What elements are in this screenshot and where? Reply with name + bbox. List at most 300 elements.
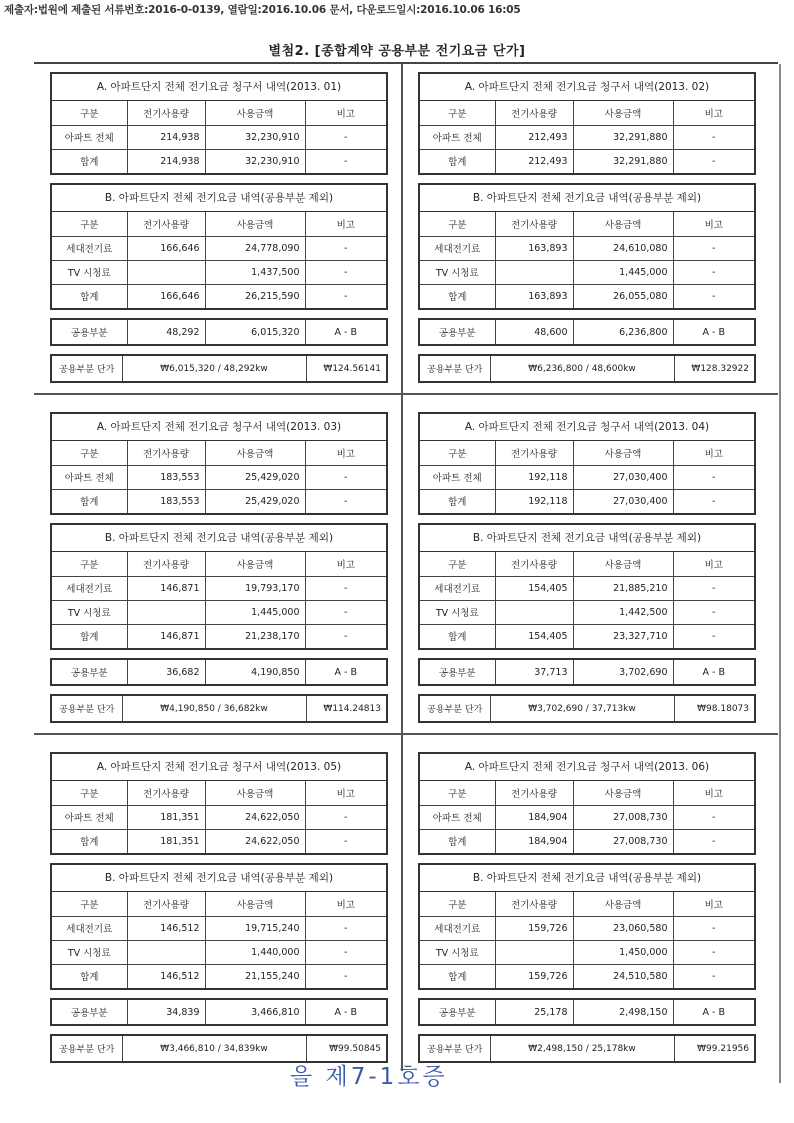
col-note-header: 비고 <box>305 212 386 236</box>
note-cell: - <box>305 805 386 829</box>
table-row <box>420 125 754 149</box>
col-usage-header: 전기사용량 <box>127 101 205 125</box>
table-row <box>52 576 386 600</box>
col-note-header: 비고 <box>305 441 386 465</box>
row-label: 합계 <box>420 149 495 173</box>
common-part-grid <box>420 320 754 344</box>
month-panel-3 <box>50 412 388 731</box>
amount-cell: 4,190,850 <box>205 660 305 684</box>
row-label: TV 시청료 <box>52 940 127 964</box>
table-b <box>50 863 388 990</box>
table-a-title: A. 아파트단지 전체 전기요금 청구서 내역(2013. 03) <box>52 414 386 441</box>
usage-cell: 181,351 <box>127 805 205 829</box>
unit-price-cell: ₩114.24813 <box>306 696 386 721</box>
unit-price-cell: ₩98.18073 <box>674 696 754 721</box>
usage-cell <box>127 600 205 624</box>
note-cell: A - B <box>673 660 754 684</box>
usage-cell: 159,726 <box>495 916 573 940</box>
table-row <box>52 805 386 829</box>
usage-cell: 192,118 <box>495 489 573 513</box>
center-divider <box>401 64 403 1071</box>
amount-cell: 2,498,150 <box>573 1000 673 1024</box>
table-a-title: A. 아파트단지 전체 전기요금 청구서 내역(2013. 02) <box>420 74 754 101</box>
table-b-title: B. 아파트단지 전체 전기요금 내역(공용부분 제외) <box>52 185 386 212</box>
table-a-grid <box>52 101 386 173</box>
table-header-row <box>420 892 754 916</box>
col-usage-header: 전기사용량 <box>495 781 573 805</box>
formula-cell: ₩6,236,800 / 48,600kw <box>490 356 674 381</box>
table-b-grid <box>52 212 386 308</box>
table-b <box>418 183 756 310</box>
table-a-grid <box>52 781 386 853</box>
note-cell: - <box>673 600 754 624</box>
row-label: 아파트 전체 <box>52 805 127 829</box>
table-b-title: B. 아파트단지 전체 전기요금 내역(공용부분 제외) <box>420 525 754 552</box>
col-amount-header: 사용금액 <box>205 441 305 465</box>
common-part-grid <box>420 660 754 684</box>
amount-cell: 3,702,690 <box>573 660 673 684</box>
row-label: 합계 <box>420 489 495 513</box>
row-label: 공용부분 <box>52 320 127 344</box>
page-edge <box>779 64 781 1083</box>
amount-cell: 32,291,880 <box>573 149 673 173</box>
usage-cell: 184,904 <box>495 829 573 853</box>
common-part-row <box>52 660 386 684</box>
col-amount-header: 사용금액 <box>205 101 305 125</box>
col-usage-header: 전기사용량 <box>495 212 573 236</box>
amount-cell: 19,715,240 <box>205 916 305 940</box>
exhibit-stamp: 을 제7-1호증 <box>290 1064 448 1090</box>
row-label: 아파트 전체 <box>420 465 495 489</box>
note-cell: - <box>305 260 386 284</box>
table-row <box>52 829 386 853</box>
unit-price-cell: ₩128.32922 <box>674 356 754 381</box>
row-label: 합계 <box>52 964 127 988</box>
table-b-grid <box>420 892 754 988</box>
amount-cell: 24,778,090 <box>205 236 305 260</box>
usage-cell <box>127 940 205 964</box>
table-row <box>52 940 386 964</box>
common-part-box <box>418 998 756 1026</box>
amount-cell: 26,055,080 <box>573 284 673 308</box>
row-label: 아파트 전체 <box>52 125 127 149</box>
amount-cell: 27,030,400 <box>573 489 673 513</box>
table-b-grid <box>420 552 754 648</box>
row-label: 세대전기료 <box>52 916 127 940</box>
month-panel-4 <box>418 412 756 731</box>
usage-cell: 163,893 <box>495 284 573 308</box>
table-row <box>420 465 754 489</box>
col-type-header: 구분 <box>52 781 127 805</box>
amount-cell: 23,060,580 <box>573 916 673 940</box>
formula-cell: ₩6,015,320 / 48,292kw <box>122 356 306 381</box>
table-a-title: A. 아파트단지 전체 전기요금 청구서 내역(2013. 05) <box>52 754 386 781</box>
note-cell: - <box>673 489 754 513</box>
common-part-grid <box>52 660 386 684</box>
usage-cell: 48,292 <box>127 320 205 344</box>
formula-cell: ₩4,190,850 / 36,682kw <box>122 696 306 721</box>
note-cell: - <box>305 916 386 940</box>
row-label: 합계 <box>420 624 495 648</box>
note-cell: - <box>673 829 754 853</box>
col-amount-header: 사용금액 <box>573 212 673 236</box>
row-divider-2 <box>34 733 778 735</box>
note-cell: - <box>673 805 754 829</box>
col-type-header: 구분 <box>52 212 127 236</box>
row-label: 합계 <box>420 829 495 853</box>
row-label: TV 시청료 <box>52 260 127 284</box>
col-usage-header: 전기사용량 <box>495 441 573 465</box>
unit-price-cell: ₩99.21956 <box>674 1036 754 1061</box>
note-cell: - <box>305 125 386 149</box>
table-row <box>420 149 754 173</box>
table-a <box>418 72 756 175</box>
row-label: 공용부분 단가 <box>420 356 490 381</box>
table-row <box>52 916 386 940</box>
row-label: 공용부분 단가 <box>420 1036 490 1061</box>
row-label: 합계 <box>420 284 495 308</box>
common-part-row <box>52 1000 386 1024</box>
col-amount-header: 사용금액 <box>205 781 305 805</box>
unit-price-box <box>418 694 756 723</box>
table-a <box>418 752 756 855</box>
amount-cell: 23,327,710 <box>573 624 673 648</box>
row-label: 합계 <box>52 624 127 648</box>
unit-price-box <box>418 354 756 383</box>
unit-price-grid <box>52 356 386 381</box>
table-b-title: B. 아파트단지 전체 전기요금 내역(공용부분 제외) <box>52 525 386 552</box>
unit-price-box <box>50 354 388 383</box>
table-row <box>420 260 754 284</box>
col-note-header: 비고 <box>673 101 754 125</box>
row-label: 공용부분 단가 <box>52 1036 122 1061</box>
table-a-grid <box>420 441 754 513</box>
col-note-header: 비고 <box>673 441 754 465</box>
row-label: 공용부분 <box>420 320 495 344</box>
common-part-grid <box>52 320 386 344</box>
table-b-title: B. 아파트단지 전체 전기요금 내역(공용부분 제외) <box>52 865 386 892</box>
table-header-row <box>52 892 386 916</box>
row-divider-1 <box>34 393 778 395</box>
usage-cell: 163,893 <box>495 236 573 260</box>
table-row <box>420 964 754 988</box>
table-row <box>52 149 386 173</box>
col-note-header: 비고 <box>673 892 754 916</box>
note-cell: - <box>673 149 754 173</box>
table-b-title: B. 아파트단지 전체 전기요금 내역(공용부분 제외) <box>420 865 754 892</box>
amount-cell: 24,622,050 <box>205 829 305 853</box>
table-a-title: A. 아파트단지 전체 전기요금 청구서 내역(2013. 04) <box>420 414 754 441</box>
table-header-row <box>420 212 754 236</box>
table-row <box>420 940 754 964</box>
row-label: 공용부분 단가 <box>52 696 122 721</box>
table-header-row <box>420 101 754 125</box>
month-panel-2 <box>418 72 756 391</box>
note-cell: - <box>305 829 386 853</box>
usage-cell: 146,512 <box>127 964 205 988</box>
row-label: 공용부분 단가 <box>420 696 490 721</box>
top-rule <box>34 62 778 64</box>
usage-cell: 184,904 <box>495 805 573 829</box>
row-label: 공용부분 <box>420 1000 495 1024</box>
col-type-header: 구분 <box>420 552 495 576</box>
amount-cell: 27,030,400 <box>573 465 673 489</box>
usage-cell <box>495 600 573 624</box>
row-label: 세대전기료 <box>420 916 495 940</box>
row-label: TV 시청료 <box>52 600 127 624</box>
table-header-row <box>52 441 386 465</box>
table-header-row <box>52 781 386 805</box>
col-amount-header: 사용금액 <box>573 781 673 805</box>
col-amount-header: 사용금액 <box>573 101 673 125</box>
table-header-row <box>420 781 754 805</box>
row-label: 아파트 전체 <box>420 125 495 149</box>
col-amount-header: 사용금액 <box>205 552 305 576</box>
row-label: 합계 <box>52 489 127 513</box>
amount-cell: 21,155,240 <box>205 964 305 988</box>
usage-cell: 146,871 <box>127 576 205 600</box>
note-cell: - <box>305 465 386 489</box>
common-part-box <box>418 318 756 346</box>
common-part-grid <box>420 1000 754 1024</box>
unit-price-grid <box>420 356 754 381</box>
table-row <box>420 489 754 513</box>
amount-cell: 21,885,210 <box>573 576 673 600</box>
common-part-box <box>418 658 756 686</box>
col-note-header: 비고 <box>673 552 754 576</box>
note-cell: - <box>673 916 754 940</box>
col-amount-header: 사용금액 <box>573 441 673 465</box>
table-a <box>50 752 388 855</box>
usage-cell: 181,351 <box>127 829 205 853</box>
col-amount-header: 사용금액 <box>205 212 305 236</box>
amount-cell: 25,429,020 <box>205 465 305 489</box>
col-type-header: 구분 <box>52 441 127 465</box>
col-type-header: 구분 <box>420 781 495 805</box>
table-header-row <box>52 552 386 576</box>
note-cell: - <box>673 940 754 964</box>
table-row <box>52 465 386 489</box>
col-type-header: 구분 <box>420 212 495 236</box>
usage-cell: 37,713 <box>495 660 573 684</box>
common-part-box <box>50 318 388 346</box>
unit-price-row <box>420 1036 754 1061</box>
usage-cell <box>495 260 573 284</box>
usage-cell: 36,682 <box>127 660 205 684</box>
table-row <box>52 489 386 513</box>
table-header-row <box>52 212 386 236</box>
amount-cell: 24,610,080 <box>573 236 673 260</box>
unit-price-row <box>420 696 754 721</box>
amount-cell: 6,015,320 <box>205 320 305 344</box>
formula-cell: ₩3,702,690 / 37,713kw <box>490 696 674 721</box>
usage-cell: 212,493 <box>495 125 573 149</box>
row-label: 합계 <box>52 284 127 308</box>
usage-cell: 25,178 <box>495 1000 573 1024</box>
usage-cell: 154,405 <box>495 576 573 600</box>
unit-price-box <box>418 1034 756 1063</box>
common-part-box <box>50 998 388 1026</box>
row-label: 공용부분 <box>420 660 495 684</box>
unit-price-grid <box>420 696 754 721</box>
formula-cell: ₩2,498,150 / 25,178kw <box>490 1036 674 1061</box>
col-note-header: 비고 <box>305 781 386 805</box>
note-cell: A - B <box>305 320 386 344</box>
table-b <box>50 523 388 650</box>
table-b-grid <box>52 552 386 648</box>
col-type-header: 구분 <box>420 441 495 465</box>
usage-cell: 34,839 <box>127 1000 205 1024</box>
row-label: 공용부분 <box>52 660 127 684</box>
usage-cell: 48,600 <box>495 320 573 344</box>
unit-price-row <box>420 356 754 381</box>
table-row <box>420 284 754 308</box>
amount-cell: 21,238,170 <box>205 624 305 648</box>
note-cell: - <box>673 236 754 260</box>
table-row <box>52 624 386 648</box>
col-usage-header: 전기사용량 <box>127 552 205 576</box>
amount-cell: 1,440,000 <box>205 940 305 964</box>
amount-cell: 26,215,590 <box>205 284 305 308</box>
amount-cell: 1,442,500 <box>573 600 673 624</box>
table-a <box>50 412 388 515</box>
usage-cell <box>495 940 573 964</box>
unit-price-grid <box>420 1036 754 1061</box>
row-label: 세대전기료 <box>52 576 127 600</box>
note-cell: A - B <box>673 1000 754 1024</box>
amount-cell: 24,622,050 <box>205 805 305 829</box>
unit-price-row <box>52 696 386 721</box>
row-label: 공용부분 단가 <box>52 356 122 381</box>
unit-price-cell: ₩99.50845 <box>306 1036 386 1061</box>
note-cell: - <box>305 600 386 624</box>
table-row <box>420 829 754 853</box>
amount-cell: 25,429,020 <box>205 489 305 513</box>
note-cell: - <box>673 284 754 308</box>
col-usage-header: 전기사용량 <box>127 781 205 805</box>
col-note-header: 비고 <box>673 781 754 805</box>
amount-cell: 1,445,000 <box>205 600 305 624</box>
note-cell: - <box>673 125 754 149</box>
amount-cell: 1,450,000 <box>573 940 673 964</box>
document-title: 별첨2. [종합계약 공용부분 전기요금 단가] <box>268 44 526 59</box>
table-row <box>420 805 754 829</box>
common-part-row <box>52 320 386 344</box>
usage-cell: 166,646 <box>127 236 205 260</box>
col-amount-header: 사용금액 <box>205 892 305 916</box>
table-row <box>420 236 754 260</box>
table-row <box>420 600 754 624</box>
usage-cell: 212,493 <box>495 149 573 173</box>
usage-cell: 159,726 <box>495 964 573 988</box>
col-type-header: 구분 <box>52 552 127 576</box>
amount-cell: 3,466,810 <box>205 1000 305 1024</box>
row-label: 세대전기료 <box>420 576 495 600</box>
common-part-row <box>420 660 754 684</box>
col-usage-header: 전기사용량 <box>495 552 573 576</box>
col-amount-header: 사용금액 <box>573 552 673 576</box>
usage-cell: 192,118 <box>495 465 573 489</box>
table-b <box>418 863 756 990</box>
col-note-header: 비고 <box>305 892 386 916</box>
table-b-grid <box>420 212 754 308</box>
unit-price-row <box>52 356 386 381</box>
month-panel-6 <box>418 752 756 1071</box>
row-label: 공용부분 <box>52 1000 127 1024</box>
row-label: 합계 <box>52 829 127 853</box>
amount-cell: 1,437,500 <box>205 260 305 284</box>
usage-cell: 183,553 <box>127 489 205 513</box>
note-cell: - <box>305 964 386 988</box>
table-b <box>50 183 388 310</box>
row-label: 아파트 전체 <box>52 465 127 489</box>
formula-cell: ₩3,466,810 / 34,839kw <box>122 1036 306 1061</box>
row-label: TV 시청료 <box>420 940 495 964</box>
note-cell: - <box>305 489 386 513</box>
note-cell: - <box>305 149 386 173</box>
usage-cell: 146,871 <box>127 624 205 648</box>
col-note-header: 비고 <box>305 552 386 576</box>
col-type-header: 구분 <box>52 892 127 916</box>
usage-cell: 214,938 <box>127 125 205 149</box>
row-label: TV 시청료 <box>420 260 495 284</box>
usage-cell: 146,512 <box>127 916 205 940</box>
amount-cell: 19,793,170 <box>205 576 305 600</box>
note-cell: - <box>305 576 386 600</box>
table-row <box>52 236 386 260</box>
table-row <box>420 576 754 600</box>
col-usage-header: 전기사용량 <box>127 892 205 916</box>
month-panel-5 <box>50 752 388 1071</box>
note-cell: - <box>673 964 754 988</box>
amount-cell: 27,008,730 <box>573 805 673 829</box>
note-cell: - <box>305 624 386 648</box>
col-type-header: 구분 <box>420 892 495 916</box>
table-a <box>418 412 756 515</box>
note-cell: A - B <box>305 1000 386 1024</box>
table-row <box>420 916 754 940</box>
amount-cell: 6,236,800 <box>573 320 673 344</box>
table-b <box>418 523 756 650</box>
amount-cell: 24,510,580 <box>573 964 673 988</box>
col-usage-header: 전기사용량 <box>127 441 205 465</box>
amount-cell: 32,291,880 <box>573 125 673 149</box>
usage-cell: 154,405 <box>495 624 573 648</box>
table-a-grid <box>52 441 386 513</box>
row-label: 세대전기료 <box>420 236 495 260</box>
common-part-row <box>420 320 754 344</box>
usage-cell <box>127 260 205 284</box>
table-a-title: A. 아파트단지 전체 전기요금 청구서 내역(2013. 01) <box>52 74 386 101</box>
row-label: 합계 <box>52 149 127 173</box>
note-cell: - <box>305 284 386 308</box>
col-note-header: 비고 <box>305 101 386 125</box>
note-cell: A - B <box>305 660 386 684</box>
note-cell: - <box>305 236 386 260</box>
table-b-grid <box>52 892 386 988</box>
amount-cell: 1,445,000 <box>573 260 673 284</box>
note-cell: - <box>673 624 754 648</box>
note-cell: A - B <box>673 320 754 344</box>
table-header-row <box>420 441 754 465</box>
row-label: TV 시청료 <box>420 600 495 624</box>
col-usage-header: 전기사용량 <box>495 892 573 916</box>
table-header-row <box>52 101 386 125</box>
col-type-header: 구분 <box>420 101 495 125</box>
unit-price-grid <box>52 696 386 721</box>
row-label: 세대전기료 <box>52 236 127 260</box>
table-row <box>52 284 386 308</box>
